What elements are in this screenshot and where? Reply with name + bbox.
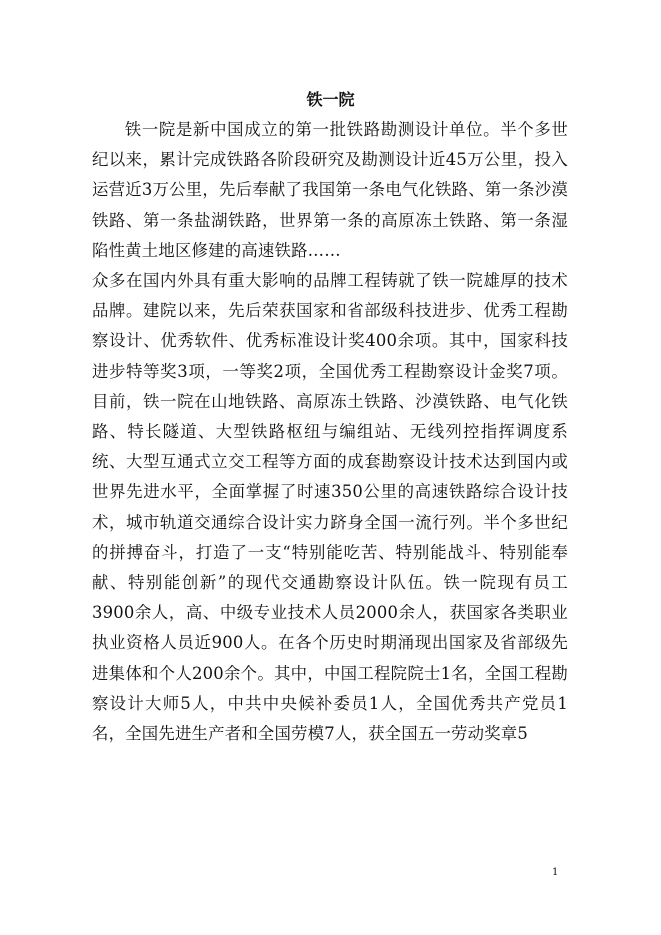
page-number: 1	[552, 867, 559, 878]
paragraph-intro: 铁一院是新中国成立的第一批铁路勘测设计单位。半个多世纪以来，累计完成铁路各阶段研究及勘测设计近45万公里，投入运营近3万公里，先后奉献了我国第一条电气化铁路、第一条沙漠铁路、第一条盐湖铁路，世界第一条的高原冻土铁路、第一条湿陷性黄土地区修建的高速铁路……	[92, 120, 568, 260]
document-title: 铁一院	[306, 90, 355, 109]
paragraph-achievements: 众多在国内外具有重大影响的品牌工程铸就了铁一院雄厚的技术品牌。建院以来，先后荣获国家和省部级科技进步、优秀工程勘察设计、优秀软件、优秀标准设计奖400余项。其中，国家科技进步特等奖3项，一等奖2项，全国优秀工程勘察设计金奖7项。目前，铁一院在山地铁路、高原冻土铁路、沙漠铁路、电气化铁路、特长隧道、大型铁路枢纽与编组站、无线列控指挥调度系统、大型互通式立交工程等方面的成套勘察设计技术达到国内或世界先进水平，全面掌握了时速350公里的高速铁路综合设计技术，城市轨道交通综合设计实力跻身全国一流行列。半个多世纪的拼搏奋斗，打造了一支“特别能吃苦、特别能战斗、特别能奉献、特别能创新”的现代交通勘察设计队伍。铁一院现有员工3900余人，高、中级专业技术人员2000余人，获国家各类职业执业资格人员近900人。在各个历史时期涌现出国家及省部级先进集体和个人200余个。其中，中国工程院院士1名，全国工程勘察设计大师5人，中共中央候补委员1人，全国优秀共产党员1名，全国先进生产者和全国劳模7人，获全国五一劳动奖章5	[92, 271, 568, 744]
document-body	[92, 115, 568, 749]
